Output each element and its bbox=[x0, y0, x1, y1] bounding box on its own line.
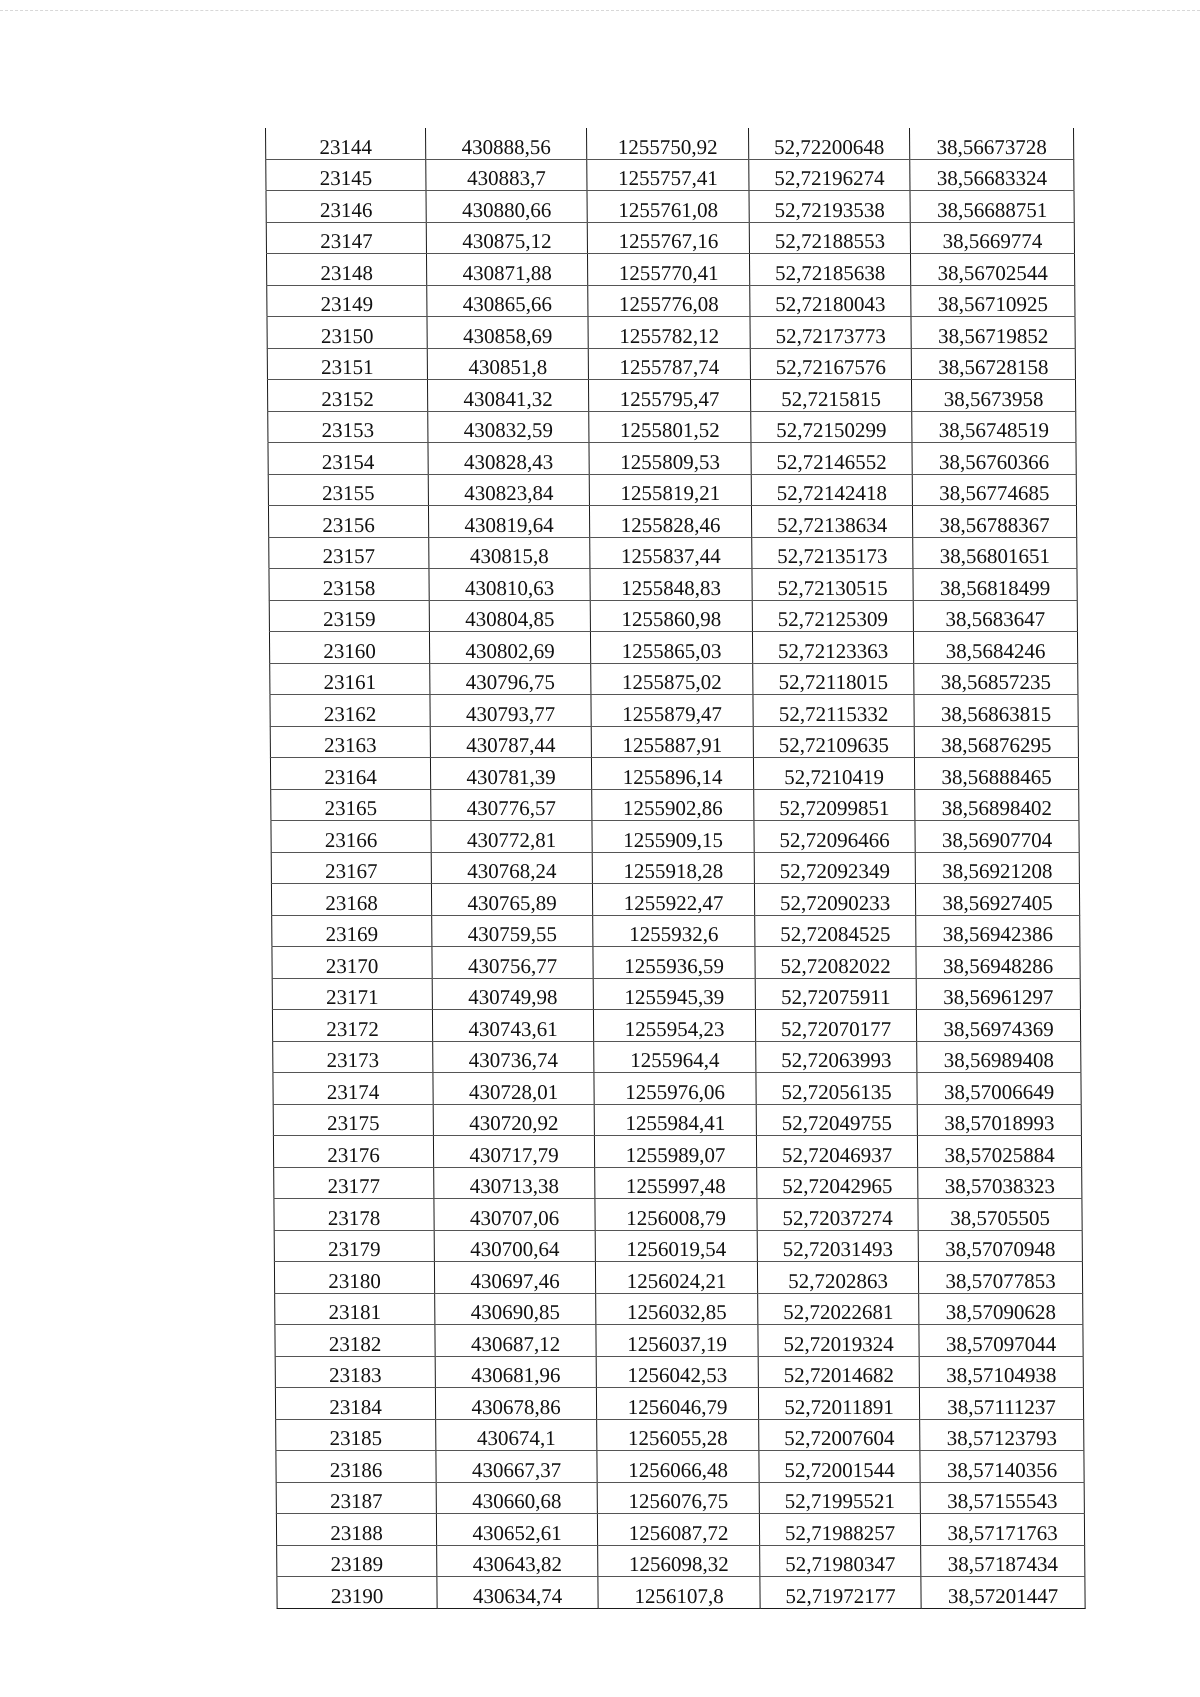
y-coordinate-cell: 1255918,28 bbox=[592, 852, 754, 884]
point-number-cell: 23179 bbox=[274, 1230, 434, 1262]
latitude-cell: 52,72037274 bbox=[757, 1199, 918, 1231]
x-coordinate-cell: 430756,77 bbox=[432, 947, 593, 979]
latitude-cell: 52,7202863 bbox=[757, 1262, 918, 1294]
y-coordinate-cell: 1255984,41 bbox=[594, 1104, 756, 1136]
point-number-cell: 23164 bbox=[270, 758, 430, 790]
latitude-cell: 52,72135173 bbox=[752, 537, 913, 569]
longitude-cell: 38,56907704 bbox=[915, 821, 1079, 853]
y-coordinate-cell: 1255787,74 bbox=[588, 348, 750, 380]
table-row bbox=[275, 1356, 1083, 1388]
latitude-cell: 52,72180043 bbox=[750, 285, 911, 317]
table-row bbox=[273, 1041, 1081, 1073]
table-row bbox=[272, 915, 1080, 947]
x-coordinate-cell: 430634,74 bbox=[437, 1577, 598, 1609]
x-coordinate-cell: 430875,12 bbox=[426, 222, 587, 254]
x-coordinate-cell: 430765,89 bbox=[431, 884, 592, 916]
x-coordinate-cell: 430743,61 bbox=[432, 1010, 593, 1042]
y-coordinate-cell: 1255896,14 bbox=[591, 758, 753, 790]
latitude-cell: 52,72070177 bbox=[755, 1010, 916, 1042]
longitude-cell: 38,57025884 bbox=[917, 1136, 1081, 1168]
x-coordinate-cell: 430841,32 bbox=[427, 380, 588, 412]
longitude-cell: 38,56702544 bbox=[910, 254, 1074, 286]
x-coordinate-cell: 430700,64 bbox=[434, 1230, 595, 1262]
y-coordinate-cell: 1256098,32 bbox=[598, 1545, 760, 1577]
latitude-cell: 52,72125309 bbox=[752, 600, 913, 632]
longitude-cell: 38,5705505 bbox=[918, 1199, 1082, 1231]
latitude-cell: 52,72130515 bbox=[752, 569, 913, 601]
table-row bbox=[270, 758, 1078, 790]
x-coordinate-cell: 430717,79 bbox=[433, 1136, 594, 1168]
point-number-cell: 23171 bbox=[272, 978, 432, 1010]
y-coordinate-cell: 1255879,47 bbox=[591, 695, 753, 727]
table-row bbox=[267, 285, 1075, 317]
y-coordinate-cell: 1256024,21 bbox=[595, 1262, 757, 1294]
x-coordinate-cell: 430768,24 bbox=[431, 852, 592, 884]
table-row bbox=[276, 1451, 1084, 1483]
longitude-cell: 38,57006649 bbox=[917, 1073, 1081, 1105]
table-row bbox=[274, 1262, 1082, 1294]
table-row bbox=[268, 411, 1076, 443]
point-number-cell: 23145 bbox=[266, 159, 426, 191]
table-row bbox=[276, 1419, 1084, 1451]
point-number-cell: 23178 bbox=[274, 1199, 434, 1231]
point-number-cell: 23182 bbox=[275, 1325, 435, 1357]
y-coordinate-cell: 1255902,86 bbox=[592, 789, 754, 821]
longitude-cell: 38,57111237 bbox=[919, 1388, 1083, 1420]
y-coordinate-cell: 1255860,98 bbox=[590, 600, 752, 632]
y-coordinate-cell: 1255875,02 bbox=[591, 663, 753, 695]
point-number-cell: 23169 bbox=[272, 915, 432, 947]
point-number-cell: 23173 bbox=[273, 1041, 433, 1073]
y-coordinate-cell: 1256046,79 bbox=[596, 1388, 758, 1420]
latitude-cell: 52,72042965 bbox=[757, 1167, 918, 1199]
longitude-cell: 38,57090628 bbox=[919, 1293, 1083, 1325]
y-coordinate-cell: 1255795,47 bbox=[588, 380, 750, 412]
x-coordinate-cell: 430796,75 bbox=[430, 663, 591, 695]
table-row bbox=[268, 506, 1076, 538]
latitude-cell: 52,71972177 bbox=[760, 1577, 921, 1609]
y-coordinate-cell: 1256087,72 bbox=[597, 1514, 759, 1546]
point-number-cell: 23166 bbox=[271, 821, 431, 853]
longitude-cell: 38,56857235 bbox=[914, 663, 1078, 695]
point-number-cell: 23177 bbox=[274, 1167, 434, 1199]
latitude-cell: 52,72090233 bbox=[754, 884, 915, 916]
longitude-cell: 38,56818499 bbox=[913, 569, 1077, 601]
x-coordinate-cell: 430787,44 bbox=[430, 726, 591, 758]
point-number-cell: 23172 bbox=[272, 1010, 432, 1042]
x-coordinate-cell: 430776,57 bbox=[431, 789, 592, 821]
y-coordinate-cell: 1255757,41 bbox=[587, 159, 749, 191]
y-coordinate-cell: 1255837,44 bbox=[590, 537, 752, 569]
point-number-cell: 23176 bbox=[273, 1136, 433, 1168]
longitude-cell: 38,56876295 bbox=[914, 726, 1078, 758]
latitude-cell: 52,72082022 bbox=[755, 947, 916, 979]
y-coordinate-cell: 1255932,6 bbox=[593, 915, 755, 947]
y-coordinate-cell: 1255954,23 bbox=[593, 1010, 755, 1042]
point-number-cell: 23190 bbox=[277, 1577, 437, 1609]
longitude-cell: 38,56974369 bbox=[916, 1010, 1080, 1042]
point-number-cell: 23167 bbox=[271, 852, 431, 884]
latitude-cell: 52,72063993 bbox=[756, 1041, 917, 1073]
x-coordinate-cell: 430883,7 bbox=[426, 159, 587, 191]
latitude-cell: 52,72200648 bbox=[749, 128, 910, 159]
latitude-cell: 52,71980347 bbox=[760, 1545, 921, 1577]
y-coordinate-cell: 1255801,52 bbox=[589, 411, 751, 443]
x-coordinate-cell: 430736,74 bbox=[433, 1041, 594, 1073]
longitude-cell: 38,56927405 bbox=[915, 884, 1079, 916]
table-row bbox=[273, 1136, 1081, 1168]
x-coordinate-cell: 430871,88 bbox=[426, 254, 587, 286]
point-number-cell: 23189 bbox=[277, 1545, 437, 1577]
y-coordinate-cell: 1255989,07 bbox=[594, 1136, 756, 1168]
x-coordinate-cell: 430681,96 bbox=[435, 1356, 596, 1388]
table-row bbox=[266, 128, 1074, 159]
table-row bbox=[269, 632, 1077, 664]
longitude-cell: 38,56942386 bbox=[916, 915, 1080, 947]
x-coordinate-cell: 430697,46 bbox=[434, 1262, 595, 1294]
y-coordinate-cell: 1255964,4 bbox=[594, 1041, 756, 1073]
latitude-cell: 52,71995521 bbox=[759, 1482, 920, 1514]
y-coordinate-cell: 1255782,12 bbox=[588, 317, 750, 349]
y-coordinate-cell: 1255828,46 bbox=[589, 506, 751, 538]
x-coordinate-cell: 430781,39 bbox=[430, 758, 591, 790]
latitude-cell: 52,72031493 bbox=[757, 1230, 918, 1262]
y-coordinate-cell: 1255819,21 bbox=[589, 474, 751, 506]
table-row bbox=[270, 726, 1078, 758]
table-row bbox=[277, 1577, 1085, 1609]
y-coordinate-cell: 1255761,08 bbox=[587, 191, 749, 223]
longitude-cell: 38,56989408 bbox=[917, 1041, 1081, 1073]
table-row bbox=[272, 1010, 1080, 1042]
latitude-cell: 52,72118015 bbox=[753, 663, 914, 695]
latitude-cell: 52,72019324 bbox=[758, 1325, 919, 1357]
latitude-cell: 52,72014682 bbox=[758, 1356, 919, 1388]
x-coordinate-cell: 430828,43 bbox=[428, 443, 589, 475]
y-coordinate-cell: 1255945,39 bbox=[593, 978, 755, 1010]
coordinates-table-body bbox=[266, 128, 1086, 1608]
x-coordinate-cell: 430678,86 bbox=[435, 1388, 596, 1420]
table-row bbox=[269, 569, 1077, 601]
y-coordinate-cell: 1256107,8 bbox=[598, 1577, 760, 1609]
table-row bbox=[268, 443, 1076, 475]
point-number-cell: 23163 bbox=[270, 726, 430, 758]
latitude-cell: 52,72084525 bbox=[755, 915, 916, 947]
x-coordinate-cell: 430865,66 bbox=[427, 285, 588, 317]
point-number-cell: 23170 bbox=[272, 947, 432, 979]
longitude-cell: 38,56719852 bbox=[911, 317, 1075, 349]
point-number-cell: 23152 bbox=[267, 380, 427, 412]
y-coordinate-cell: 1255750,92 bbox=[587, 128, 749, 159]
y-coordinate-cell: 1255809,53 bbox=[589, 443, 751, 475]
coordinates-table bbox=[265, 128, 1086, 1609]
point-number-cell: 23155 bbox=[268, 474, 428, 506]
y-coordinate-cell: 1255909,15 bbox=[592, 821, 754, 853]
latitude-cell: 52,72092349 bbox=[754, 852, 915, 884]
latitude-cell: 52,72099851 bbox=[754, 789, 915, 821]
table-row bbox=[267, 317, 1075, 349]
table-row bbox=[274, 1230, 1082, 1262]
table-row bbox=[276, 1482, 1084, 1514]
latitude-cell: 52,72109635 bbox=[753, 726, 914, 758]
table-row bbox=[273, 1073, 1081, 1105]
x-coordinate-cell: 430720,92 bbox=[433, 1104, 594, 1136]
point-number-cell: 23168 bbox=[271, 884, 431, 916]
x-coordinate-cell: 430815,8 bbox=[429, 537, 590, 569]
point-number-cell: 23157 bbox=[269, 537, 429, 569]
scan-edge-line bbox=[0, 10, 1200, 11]
x-coordinate-cell: 430687,12 bbox=[435, 1325, 596, 1357]
x-coordinate-cell: 430888,56 bbox=[426, 128, 587, 159]
latitude-cell: 52,72142418 bbox=[751, 474, 912, 506]
point-number-cell: 23153 bbox=[268, 411, 428, 443]
point-number-cell: 23144 bbox=[266, 128, 426, 159]
point-number-cell: 23175 bbox=[273, 1104, 433, 1136]
y-coordinate-cell: 1256055,28 bbox=[597, 1419, 759, 1451]
point-number-cell: 23162 bbox=[270, 695, 430, 727]
latitude-cell: 52,72046937 bbox=[756, 1136, 917, 1168]
longitude-cell: 38,56710925 bbox=[911, 285, 1075, 317]
x-coordinate-cell: 430643,82 bbox=[437, 1545, 598, 1577]
point-number-cell: 23151 bbox=[267, 348, 427, 380]
longitude-cell: 38,57104938 bbox=[919, 1356, 1083, 1388]
longitude-cell: 38,57018993 bbox=[917, 1104, 1081, 1136]
table-row bbox=[271, 884, 1079, 916]
y-coordinate-cell: 1255770,41 bbox=[587, 254, 749, 286]
point-number-cell: 23159 bbox=[269, 600, 429, 632]
latitude-cell: 52,7215815 bbox=[750, 380, 911, 412]
latitude-cell: 52,72167576 bbox=[750, 348, 911, 380]
x-coordinate-cell: 430652,61 bbox=[436, 1514, 597, 1546]
latitude-cell: 52,7210419 bbox=[753, 758, 914, 790]
latitude-cell: 52,72196274 bbox=[749, 159, 910, 191]
x-coordinate-cell: 430674,1 bbox=[436, 1419, 597, 1451]
y-coordinate-cell: 1256076,75 bbox=[597, 1482, 759, 1514]
latitude-cell: 52,72193538 bbox=[749, 191, 910, 223]
latitude-cell: 52,72146552 bbox=[751, 443, 912, 475]
y-coordinate-cell: 1256066,48 bbox=[597, 1451, 759, 1483]
y-coordinate-cell: 1256008,79 bbox=[595, 1199, 757, 1231]
point-number-cell: 23156 bbox=[268, 506, 428, 538]
longitude-cell: 38,56728158 bbox=[911, 348, 1075, 380]
y-coordinate-cell: 1255865,03 bbox=[590, 632, 752, 664]
point-number-cell: 23180 bbox=[274, 1262, 434, 1294]
x-coordinate-cell: 430858,69 bbox=[427, 317, 588, 349]
longitude-cell: 38,57155543 bbox=[920, 1482, 1084, 1514]
x-coordinate-cell: 430802,69 bbox=[429, 632, 590, 664]
x-coordinate-cell: 430810,63 bbox=[429, 569, 590, 601]
longitude-cell: 38,56673728 bbox=[910, 128, 1074, 159]
point-number-cell: 23186 bbox=[276, 1451, 436, 1483]
x-coordinate-cell: 430804,85 bbox=[429, 600, 590, 632]
table-row bbox=[266, 159, 1074, 191]
latitude-cell: 52,72007604 bbox=[759, 1419, 920, 1451]
point-number-cell: 23185 bbox=[276, 1419, 436, 1451]
y-coordinate-cell: 1255976,06 bbox=[594, 1073, 756, 1105]
point-number-cell: 23146 bbox=[266, 191, 426, 223]
latitude-cell: 52,72138634 bbox=[751, 506, 912, 538]
latitude-cell: 52,72185638 bbox=[749, 254, 910, 286]
table-row bbox=[271, 789, 1079, 821]
longitude-cell: 38,5683647 bbox=[913, 600, 1077, 632]
longitude-cell: 38,56898402 bbox=[915, 789, 1079, 821]
y-coordinate-cell: 1255848,83 bbox=[590, 569, 752, 601]
longitude-cell: 38,56760366 bbox=[912, 443, 1076, 475]
point-number-cell: 23184 bbox=[275, 1388, 435, 1420]
table-row bbox=[266, 191, 1074, 223]
table-row bbox=[269, 600, 1077, 632]
point-number-cell: 23154 bbox=[268, 443, 428, 475]
longitude-cell: 38,56961297 bbox=[916, 978, 1080, 1010]
table-row bbox=[275, 1325, 1083, 1357]
x-coordinate-cell: 430667,37 bbox=[436, 1451, 597, 1483]
table-row bbox=[270, 663, 1078, 695]
latitude-cell: 52,72150299 bbox=[751, 411, 912, 443]
latitude-cell: 52,72011891 bbox=[758, 1388, 919, 1420]
y-coordinate-cell: 1255936,59 bbox=[593, 947, 755, 979]
longitude-cell: 38,56683324 bbox=[910, 159, 1074, 191]
y-coordinate-cell: 1255922,47 bbox=[592, 884, 754, 916]
x-coordinate-cell: 430660,68 bbox=[436, 1482, 597, 1514]
latitude-cell: 52,72096466 bbox=[754, 821, 915, 853]
longitude-cell: 38,56801651 bbox=[913, 537, 1077, 569]
table-row bbox=[270, 695, 1078, 727]
x-coordinate-cell: 430759,55 bbox=[432, 915, 593, 947]
point-number-cell: 23188 bbox=[276, 1514, 436, 1546]
point-number-cell: 23183 bbox=[275, 1356, 435, 1388]
latitude-cell: 52,72123363 bbox=[752, 632, 913, 664]
longitude-cell: 38,56888465 bbox=[914, 758, 1078, 790]
y-coordinate-cell: 1256037,19 bbox=[596, 1325, 758, 1357]
table-row bbox=[268, 474, 1076, 506]
table-row bbox=[267, 348, 1075, 380]
y-coordinate-cell: 1255887,91 bbox=[591, 726, 753, 758]
table-row bbox=[271, 852, 1079, 884]
longitude-cell: 38,56948286 bbox=[916, 947, 1080, 979]
point-number-cell: 23181 bbox=[275, 1293, 435, 1325]
longitude-cell: 38,56921208 bbox=[915, 852, 1079, 884]
latitude-cell: 52,72022681 bbox=[758, 1293, 919, 1325]
longitude-cell: 38,57123793 bbox=[920, 1419, 1084, 1451]
table-row bbox=[269, 537, 1077, 569]
y-coordinate-cell: 1255767,16 bbox=[587, 222, 749, 254]
table-row bbox=[266, 222, 1074, 254]
table-row bbox=[272, 947, 1080, 979]
y-coordinate-cell: 1256019,54 bbox=[595, 1230, 757, 1262]
latitude-cell: 52,72173773 bbox=[750, 317, 911, 349]
point-number-cell: 23158 bbox=[269, 569, 429, 601]
document-page bbox=[265, 128, 1085, 1609]
latitude-cell: 52,72056135 bbox=[756, 1073, 917, 1105]
point-number-cell: 23161 bbox=[270, 663, 430, 695]
longitude-cell: 38,57097044 bbox=[919, 1325, 1083, 1357]
latitude-cell: 52,72049755 bbox=[756, 1104, 917, 1136]
latitude-cell: 52,72001544 bbox=[759, 1451, 920, 1483]
x-coordinate-cell: 430832,59 bbox=[428, 411, 589, 443]
point-number-cell: 23187 bbox=[276, 1482, 436, 1514]
table-row bbox=[277, 1545, 1085, 1577]
y-coordinate-cell: 1256032,85 bbox=[596, 1293, 758, 1325]
x-coordinate-cell: 430690,85 bbox=[435, 1293, 596, 1325]
longitude-cell: 38,56748519 bbox=[912, 411, 1076, 443]
longitude-cell: 38,5673958 bbox=[911, 380, 1075, 412]
point-number-cell: 23147 bbox=[266, 222, 426, 254]
longitude-cell: 38,57070948 bbox=[918, 1230, 1082, 1262]
point-number-cell: 23165 bbox=[271, 789, 431, 821]
table-row bbox=[276, 1514, 1084, 1546]
latitude-cell: 52,72115332 bbox=[753, 695, 914, 727]
longitude-cell: 38,57038323 bbox=[918, 1167, 1082, 1199]
x-coordinate-cell: 430707,06 bbox=[434, 1199, 595, 1231]
y-coordinate-cell: 1256042,53 bbox=[596, 1356, 758, 1388]
longitude-cell: 38,57171763 bbox=[920, 1514, 1084, 1546]
latitude-cell: 52,72188553 bbox=[749, 222, 910, 254]
x-coordinate-cell: 430772,81 bbox=[431, 821, 592, 853]
x-coordinate-cell: 430823,84 bbox=[428, 474, 589, 506]
longitude-cell: 38,57187434 bbox=[921, 1545, 1085, 1577]
table-row bbox=[274, 1199, 1082, 1231]
longitude-cell: 38,57201447 bbox=[921, 1577, 1085, 1609]
table-row bbox=[267, 380, 1075, 412]
longitude-cell: 38,56774685 bbox=[912, 474, 1076, 506]
longitude-cell: 38,57140356 bbox=[920, 1451, 1084, 1483]
longitude-cell: 38,57077853 bbox=[918, 1262, 1082, 1294]
point-number-cell: 23150 bbox=[267, 317, 427, 349]
y-coordinate-cell: 1255776,08 bbox=[588, 285, 750, 317]
longitude-cell: 38,56688751 bbox=[910, 191, 1074, 223]
longitude-cell: 38,5669774 bbox=[910, 222, 1074, 254]
latitude-cell: 52,71988257 bbox=[759, 1514, 920, 1546]
point-number-cell: 23174 bbox=[273, 1073, 433, 1105]
longitude-cell: 38,56863815 bbox=[914, 695, 1078, 727]
point-number-cell: 23149 bbox=[267, 285, 427, 317]
longitude-cell: 38,56788367 bbox=[912, 506, 1076, 538]
longitude-cell: 38,5684246 bbox=[913, 632, 1077, 664]
table-row bbox=[275, 1293, 1083, 1325]
table-row bbox=[266, 254, 1074, 286]
x-coordinate-cell: 430851,8 bbox=[427, 348, 588, 380]
table-row bbox=[273, 1104, 1081, 1136]
table-row bbox=[271, 821, 1079, 853]
table-row bbox=[274, 1167, 1082, 1199]
table-row bbox=[272, 978, 1080, 1010]
x-coordinate-cell: 430793,77 bbox=[430, 695, 591, 727]
x-coordinate-cell: 430728,01 bbox=[433, 1073, 594, 1105]
x-coordinate-cell: 430713,38 bbox=[434, 1167, 595, 1199]
x-coordinate-cell: 430749,98 bbox=[432, 978, 593, 1010]
latitude-cell: 52,72075911 bbox=[755, 978, 916, 1010]
y-coordinate-cell: 1255997,48 bbox=[595, 1167, 757, 1199]
point-number-cell: 23148 bbox=[266, 254, 426, 286]
point-number-cell: 23160 bbox=[269, 632, 429, 664]
table-row bbox=[275, 1388, 1083, 1420]
x-coordinate-cell: 430819,64 bbox=[428, 506, 589, 538]
x-coordinate-cell: 430880,66 bbox=[426, 191, 587, 223]
